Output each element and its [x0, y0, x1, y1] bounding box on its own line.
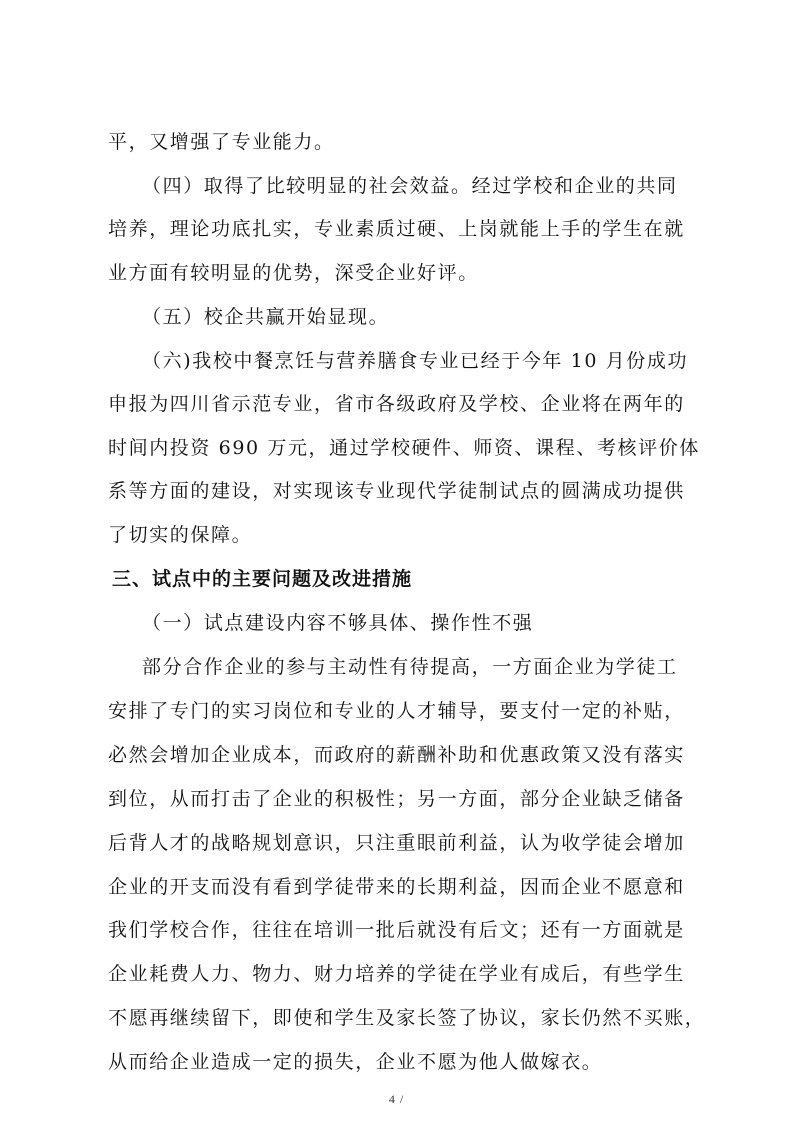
- paragraph-line: 业方面有较明显的优势，深受企业好评。: [108, 262, 479, 284]
- paragraph-line: 系等方面的建设，对实现该专业现代学徒制试点的圆满成功提供: [108, 480, 685, 502]
- paragraph-line: 到位，从而打击了企业的积极性；另一方面，部分企业缺乏储备: [108, 788, 685, 810]
- subsection-heading: （一）试点建设内容不够具体、操作性不强: [142, 612, 534, 634]
- paragraph-line: （四）取得了比较明显的社会效益。经过学校和企业的共同: [142, 175, 678, 197]
- paragraph-line: 安排了专门的实习岗位和专业的人才辅导，要支付一定的补贴，: [108, 700, 685, 722]
- paragraph-line: 申报为四川省示范专业，省市各级政府及学校、企业将在两年的: [108, 393, 685, 415]
- paragraph-line: 我们学校合作，往往在培训一批后就没有后文；还有一方面就是: [108, 919, 685, 941]
- paragraph-line: 培养，理论功底扎实，专业素质过硬、上岗就能上手的学生在就: [108, 218, 685, 240]
- paragraph-line: （五）校企共赢开始显现。: [142, 306, 390, 328]
- paragraph-line: 时间内投资 690 万元，通过学校硬件、师资、课程、考核评价体: [108, 437, 700, 459]
- paragraph-line: 不愿再继续留下，即使和学生及家长签了协议，家长仍然不买账，: [108, 1007, 706, 1029]
- paragraph-line: 平，又增强了专业能力。: [108, 131, 335, 153]
- paragraph-line: 部分合作企业的参与主动性有待提高，一方面企业为学徒工: [142, 656, 678, 678]
- paragraph-line: 企业耗费人力、物力、财力培养的学徒在学业有成后，有些学生: [108, 963, 685, 985]
- paragraph-line: 企业的开支而没有看到学徒带来的长期利益，因而企业不愿意和: [108, 876, 685, 898]
- paragraph-line: 必然会增加企业成本，而政府的薪酬补助和优惠政策又没有落实: [108, 744, 685, 766]
- paragraph-line: 从而给企业造成一定的损失，企业不愿为他人做嫁衣。: [108, 1051, 603, 1073]
- page-number: 4 /: [388, 1092, 405, 1106]
- section-heading: 三、试点中的主要问题及改进措施: [112, 568, 413, 590]
- paragraph-line: 了切实的保障。: [108, 524, 253, 546]
- paragraph-line: （六)我校中餐烹饪与营养膳食专业已经于今年 10 月份成功: [142, 350, 689, 372]
- paragraph-line: 后背人才的战略规划意识，只注重眼前利益，认为收学徒会增加: [108, 832, 685, 854]
